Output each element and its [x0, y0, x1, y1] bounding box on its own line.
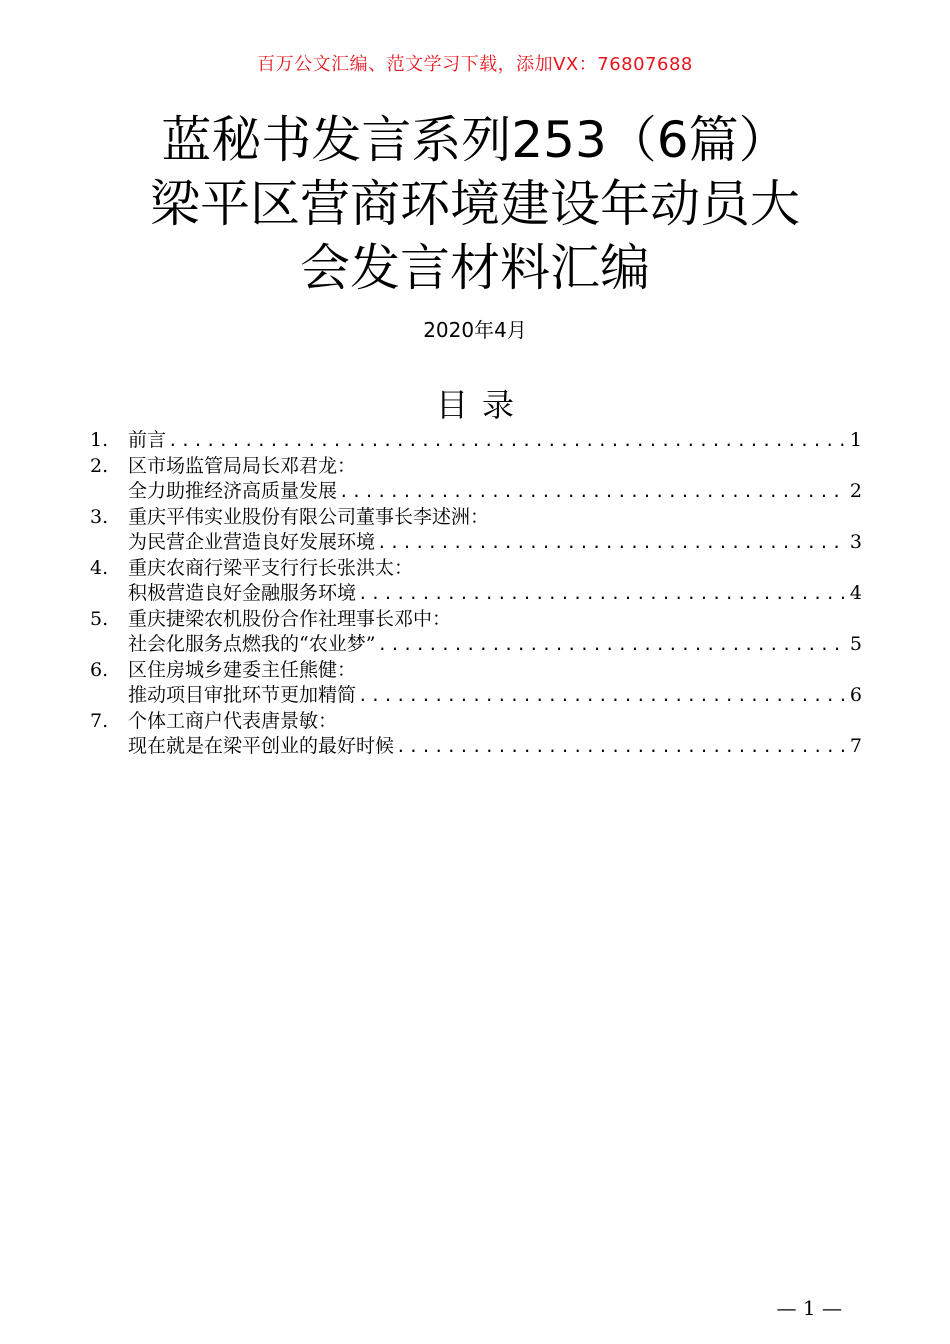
toc-entry-2[interactable] — [90, 479, 862, 505]
toc-speaker: 重庆农商行梁平支行行长张洪太： — [128, 556, 414, 579]
document-date: 2020年4月 — [423, 318, 527, 342]
toc-number: 6. — [90, 658, 109, 681]
toc-title: 推动项目审批环节更加精简 — [128, 684, 357, 706]
toc-entry-5-speaker — [90, 607, 862, 633]
promo-banner: 百万公文汇编、范文学习下载，添加VX：76807688 — [257, 54, 693, 75]
toc-number: 2. — [90, 454, 109, 477]
toc-heading: 目录 — [435, 386, 528, 424]
toc-speaker: 个体工商户代表唐景敏： — [128, 709, 338, 732]
toc-page-number: 5 — [849, 633, 862, 655]
toc-page-number: 3 — [849, 531, 862, 553]
title-line-1: 蓝秘书发言系列253（6篇） — [161, 111, 789, 169]
toc-number: 3. — [90, 505, 109, 528]
toc-entry-1[interactable] — [90, 428, 862, 454]
page-footer-number: — 1 — — [776, 1296, 842, 1320]
toc-leader-dots — [358, 581, 846, 607]
toc-page-number: 2 — [849, 480, 862, 502]
toc-speaker: 区住房城乡建委主任熊健： — [128, 658, 357, 681]
toc-title: 为民营企业营造良好发展环境 — [128, 531, 376, 553]
toc-entry-2-speaker — [90, 454, 862, 480]
toc-number: 1. — [90, 429, 109, 451]
toc-entry-6-speaker — [90, 658, 862, 684]
toc-page-number: 4 — [849, 582, 862, 604]
toc-leader-dots — [377, 632, 845, 658]
toc-leader-dots — [377, 530, 846, 556]
document-title — [60, 108, 890, 300]
toc-leader-dots — [339, 479, 846, 505]
toc-entry-6[interactable] — [90, 683, 862, 709]
toc-speaker: 区市场监管局局长邓君龙： — [128, 454, 357, 477]
toc-leader-dots — [396, 734, 846, 760]
toc-title: 社会化服务点燃我的“农业梦” — [128, 633, 376, 655]
toc-entry-5[interactable] — [90, 632, 862, 658]
toc-leader-dots — [168, 428, 846, 454]
toc-entry-4[interactable] — [90, 581, 862, 607]
toc-entry-7-speaker — [90, 709, 862, 735]
toc-entry-3[interactable] — [90, 530, 862, 556]
toc-page-number: 7 — [849, 735, 862, 757]
toc-number: 7. — [90, 709, 109, 732]
toc-page-number: 6 — [849, 684, 862, 706]
toc-number: 4. — [90, 556, 109, 579]
toc-entry-3-speaker — [90, 505, 862, 531]
table-of-contents — [90, 428, 862, 760]
title-line-3: 会发言材料汇编 — [300, 239, 650, 297]
toc-number: 5. — [90, 607, 109, 630]
toc-title: 全力助推经济高质量发展 — [128, 480, 338, 502]
toc-title: 前言 — [128, 429, 167, 451]
toc-title: 积极营造良好金融服务环境 — [128, 582, 357, 604]
toc-speaker: 重庆平伟实业股份有限公司董事长李述洲： — [128, 505, 490, 528]
toc-entry-7[interactable] — [90, 734, 862, 760]
toc-title: 现在就是在梁平创业的最好时候 — [128, 735, 395, 757]
toc-entry-4-speaker — [90, 556, 862, 582]
toc-page-number: 1 — [849, 429, 862, 451]
toc-speaker: 重庆捷梁农机股份合作社理事长邓中： — [128, 607, 452, 630]
toc-leader-dots — [358, 683, 846, 709]
title-line-2: 梁平区营商环境建设年动员大 — [150, 175, 800, 233]
